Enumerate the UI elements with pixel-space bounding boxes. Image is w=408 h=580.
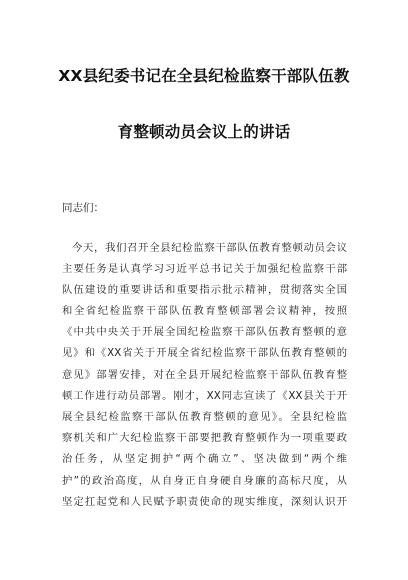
body-line-3: 队伍建设的重要讲话和重要指示批示精神，贯彻落实全国 xyxy=(62,284,347,296)
body-line-11: 治任务，从坚定拥护“两个确立”、坚决做到“两个维 xyxy=(62,453,347,465)
body-line-4: 和全省纪检监察干部队伍教育整顿部署会议精神，按照 xyxy=(62,305,347,317)
body-line-6: 见》和《XX省关于开展全省纪检监察干部队伍教育整顿的 xyxy=(62,347,347,359)
body-line-2: 主要任务是认真学习习近平总书记关于加强纪检监察干部 xyxy=(62,263,347,275)
body-line-13: 坚定扛起党和人民赋予职责使命的现实维度，深刻认识开 xyxy=(62,496,347,508)
body-line-7: 意见》部署安排，对在全县开展纪检监察干部队伍教育整 xyxy=(62,369,347,381)
body-line-10: 察机关和广大纪检监察干部要把教育整顿作为一项重要政 xyxy=(62,432,347,444)
body-line-9: 展全县纪检监察干部队伍教育整顿的意见》。全县纪检监 xyxy=(62,411,347,423)
body-line-5: 《中共中央关于开展全国纪检监察干部队伍教育整顿的意 xyxy=(62,326,347,338)
document-title-line-1: XX县纪委书记在全县纪检监察干部队伍教 xyxy=(58,67,350,85)
salutation: 同志们： xyxy=(62,202,104,214)
body-line-1: 今天，我们召开全县纪检监察干部队伍教育整顿动员会议 xyxy=(72,242,347,254)
body-line-8: 顿工作进行动员部署。刚才，XX同志宣读了《XX县关于开 xyxy=(62,390,347,402)
body-line-12: 护”的政治高度，从自身正自身硬自身廉的高标尺度，从 xyxy=(62,475,347,487)
document-title-line-2: 育整顿动员会议上的讲话 xyxy=(117,123,291,141)
